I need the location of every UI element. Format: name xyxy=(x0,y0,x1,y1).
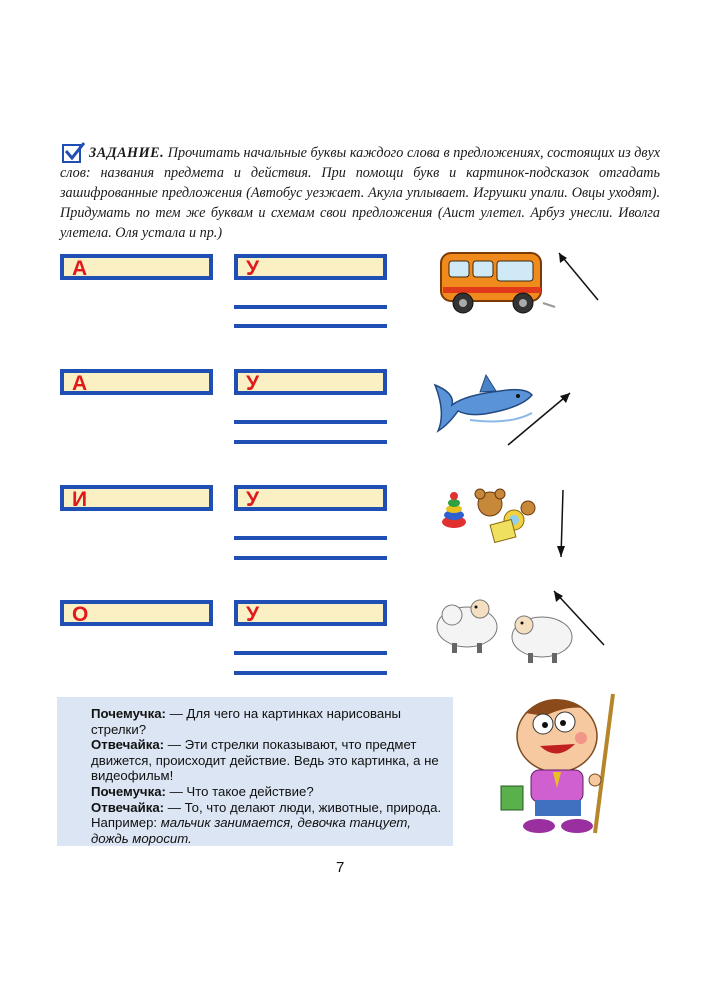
letter: У xyxy=(246,257,260,280)
letter-box-2-first xyxy=(60,369,213,395)
writing-line xyxy=(234,536,387,540)
letter-box-2-second xyxy=(234,369,387,395)
letter-box-3-first xyxy=(60,485,213,511)
letter: У xyxy=(246,372,260,395)
dialog-text: — То, что делают люди, животные, природа. Например: xyxy=(91,799,442,831)
task-text: Прочитать начальные буквы каждого слова в предложениях, состоящих из двух слов: названия предмета и действия. При помощи букв и картинок-подсказок отгадать зашифрованные предложения (Автобус уезжает. Акула уплывает. Игрушки упали. Овцы уходят). Придумать по тем же буквам и схемам свои предложения (Аист улетел. Арбуз унесли. Иволга улетела. Оля устала и пр.) xyxy=(60,145,660,241)
shark-picture xyxy=(430,365,580,450)
letter-box-1-second xyxy=(234,254,387,280)
arrow-up-left-icon xyxy=(559,253,598,300)
dialog-text: — Эти стрелки показывают, что предмет движется, происходит действие. Ведь это картинка, а не видеофильм! xyxy=(91,737,439,784)
sheep-picture xyxy=(432,585,612,675)
letter: О xyxy=(72,603,89,626)
letter-box-3-second xyxy=(234,485,387,511)
speaker-label: Почемучка: xyxy=(91,706,166,721)
letter-box-4-second xyxy=(234,600,387,626)
letter: А xyxy=(72,372,88,395)
dialog-text: — Что такое действие? xyxy=(165,783,314,799)
speaker-label: Отвечайка: xyxy=(91,737,165,753)
letter: А xyxy=(72,257,88,280)
dialog-example: мальчик занимается, девочка танцует, дождь моросит. xyxy=(91,815,411,846)
dialog-box xyxy=(57,697,453,846)
letter: У xyxy=(246,603,260,626)
writing-line xyxy=(234,440,387,444)
page-number: 7 xyxy=(336,859,345,876)
dialog-question-2 xyxy=(91,784,443,800)
dialog-answer-1 xyxy=(91,737,443,784)
dialog-question-1 xyxy=(91,706,443,737)
bus-picture xyxy=(435,245,605,320)
writing-line xyxy=(234,671,387,675)
writing-line xyxy=(234,305,387,309)
letter-box-4-first xyxy=(60,600,213,626)
writing-line xyxy=(234,420,387,424)
toys-picture xyxy=(432,482,582,567)
boy-with-pointer-picture xyxy=(495,688,630,838)
speaker-label: Отвечайка: xyxy=(91,799,165,815)
writing-line xyxy=(234,324,387,328)
dialog-answer-2 xyxy=(91,800,443,847)
speaker-label: Почемучка: xyxy=(91,783,166,799)
checkbox-icon xyxy=(62,144,81,163)
task-title: ЗАДАНИЕ. xyxy=(89,145,165,161)
dialog-text: — Для чего на картинках нарисованы стрелки? xyxy=(91,706,401,737)
letter-box-1-first xyxy=(60,254,213,280)
writing-line xyxy=(234,556,387,560)
letter: У xyxy=(246,488,260,511)
task-instruction xyxy=(60,143,660,243)
letter: И xyxy=(72,488,88,511)
writing-line xyxy=(234,651,387,655)
